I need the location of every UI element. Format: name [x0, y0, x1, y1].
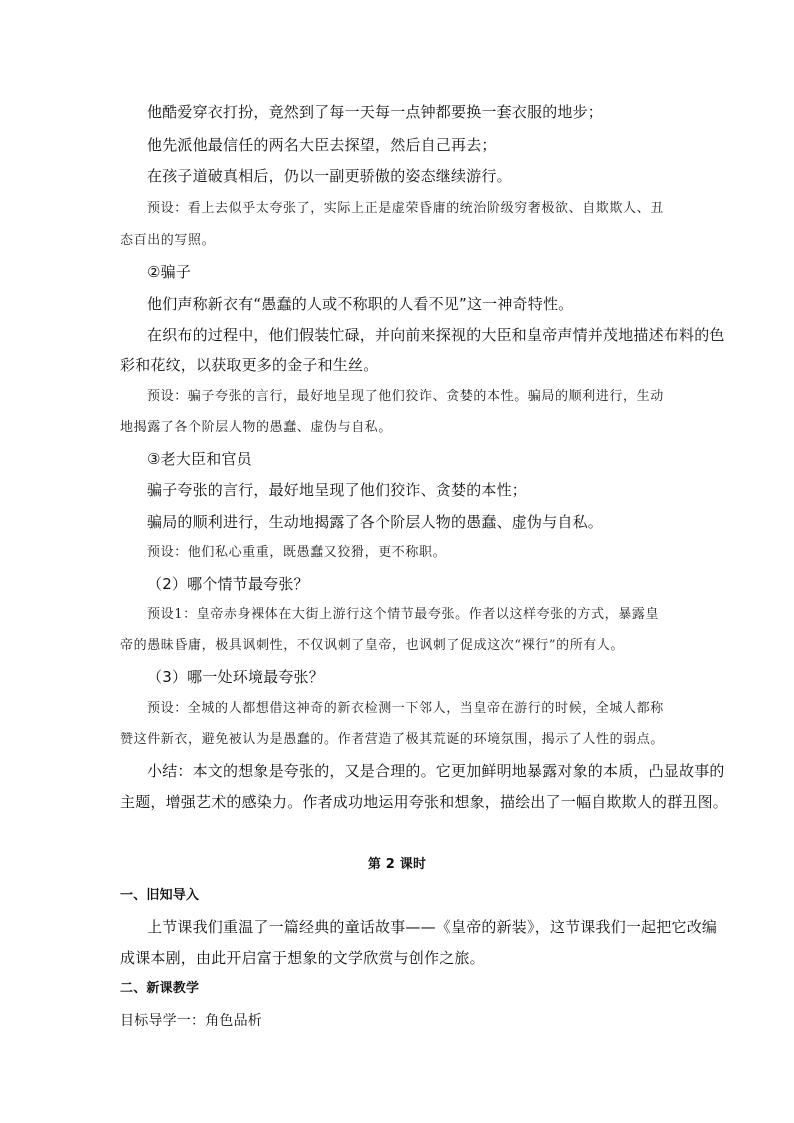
swindlers-preset-line-2: 地揭露了各个阶层人物的愚蠢、虚伪与自私。: [120, 420, 393, 435]
swindlers-line-3: 彩和花纹，以获取更多的金子和生丝。: [120, 356, 379, 374]
swindlers-heading: ②骗子: [147, 263, 192, 281]
goal-heading: 目标导学一：角色品析: [120, 1013, 262, 1029]
swindlers-preset-line-1: 预设：骗子夸张的言行，最好地呈现了他们狡诈、贪婪的本性。骗局的顺利进行，生动: [147, 389, 664, 404]
intro-line-2: 成课本剧，由此开启富于想象的文学欣赏与创作之旅。: [120, 949, 485, 967]
q2-preset-line-1: 预设1：皇帝赤身裸体在大街上游行这个情节最夸张。作者以这样夸张的方式，暴露皇: [147, 607, 660, 622]
ministers-preset: 预设：他们私心重重，既愚蠢又狡猾，更不称职。: [147, 545, 447, 560]
q2-heading: （2）哪个情节最夸张？: [147, 575, 309, 593]
q3-preset-line-1: 预设：全城的人都想借这神奇的新衣检测一下邻人，当皇帝在游行的时候，全城人都称: [147, 701, 664, 716]
emperor-preset-line-2: 态百出的写照。: [120, 233, 216, 248]
summary-line-2: 主题，增强艺术的感染力。作者成功地运用夸张和想象，描绘出了一幅自欺欺人的群丑图。: [120, 793, 729, 811]
ministers-line-1: 骗子夸张的言行，最好地呈现了他们狡诈、贪婪的本性；: [147, 481, 528, 499]
swindlers-line-2: 在织布的过程中，他们假装忙碌，并向前来探视的大臣和皇帝声情并茂地描述布料的色: [147, 326, 725, 344]
swindlers-line-1: 他们声称新衣有“愚蠢的人或不称职的人看不见”这一神奇特性。: [147, 295, 574, 313]
emperor-preset-line-1: 预设：看上去似乎太夸张了，实际上正是虚荣昏庸的统治阶级穷奢极欲、自欺欺人、丑: [147, 201, 664, 216]
lesson-title: 第 2 课时: [367, 857, 427, 872]
emperor-line-3: 在孩子道破真相后，仍以一副更骄傲的姿态继续游行。: [147, 167, 512, 185]
q2-preset-line-2: 帝的愚昧昏庸，极具讽刺性，不仅讽刺了皇帝，也讽刺了促成这次“裸行”的所有人。: [120, 638, 625, 653]
intro-line-1: 上节课我们重温了一篇经典的童话故事——《皇帝的新装》，这节课我们一起把它改编: [147, 918, 718, 936]
section-heading-new-lesson: 二、新课教学: [120, 981, 200, 996]
q3-heading: （3）哪一处环境最夸张？: [147, 668, 324, 686]
ministers-line-2: 骗局的顺利进行，生动地揭露了各个阶层人物的愚蠢、虚伪与自私。: [147, 513, 604, 531]
summary-line-1: 小结：本文的想象是夸张的，又是合理的。它更加鲜明地暴露对象的本质，凸显故事的: [147, 762, 725, 780]
emperor-line-2: 他先派他最信任的两名大臣去探望，然后自己再去；: [147, 136, 497, 154]
q3-preset-line-2: 赞这件新衣，避免被认为是愚蠢的。作者营造了极其荒诞的环境氛围，揭示了人性的弱点。: [120, 732, 665, 747]
emperor-line-1: 他酷爱穿衣打扮，竟然到了每一天每一点钟都要换一套衣服的地步；: [147, 103, 604, 121]
section-heading-review: 一、旧知导入: [120, 888, 200, 903]
ministers-heading: ③老大臣和官员: [147, 450, 252, 468]
